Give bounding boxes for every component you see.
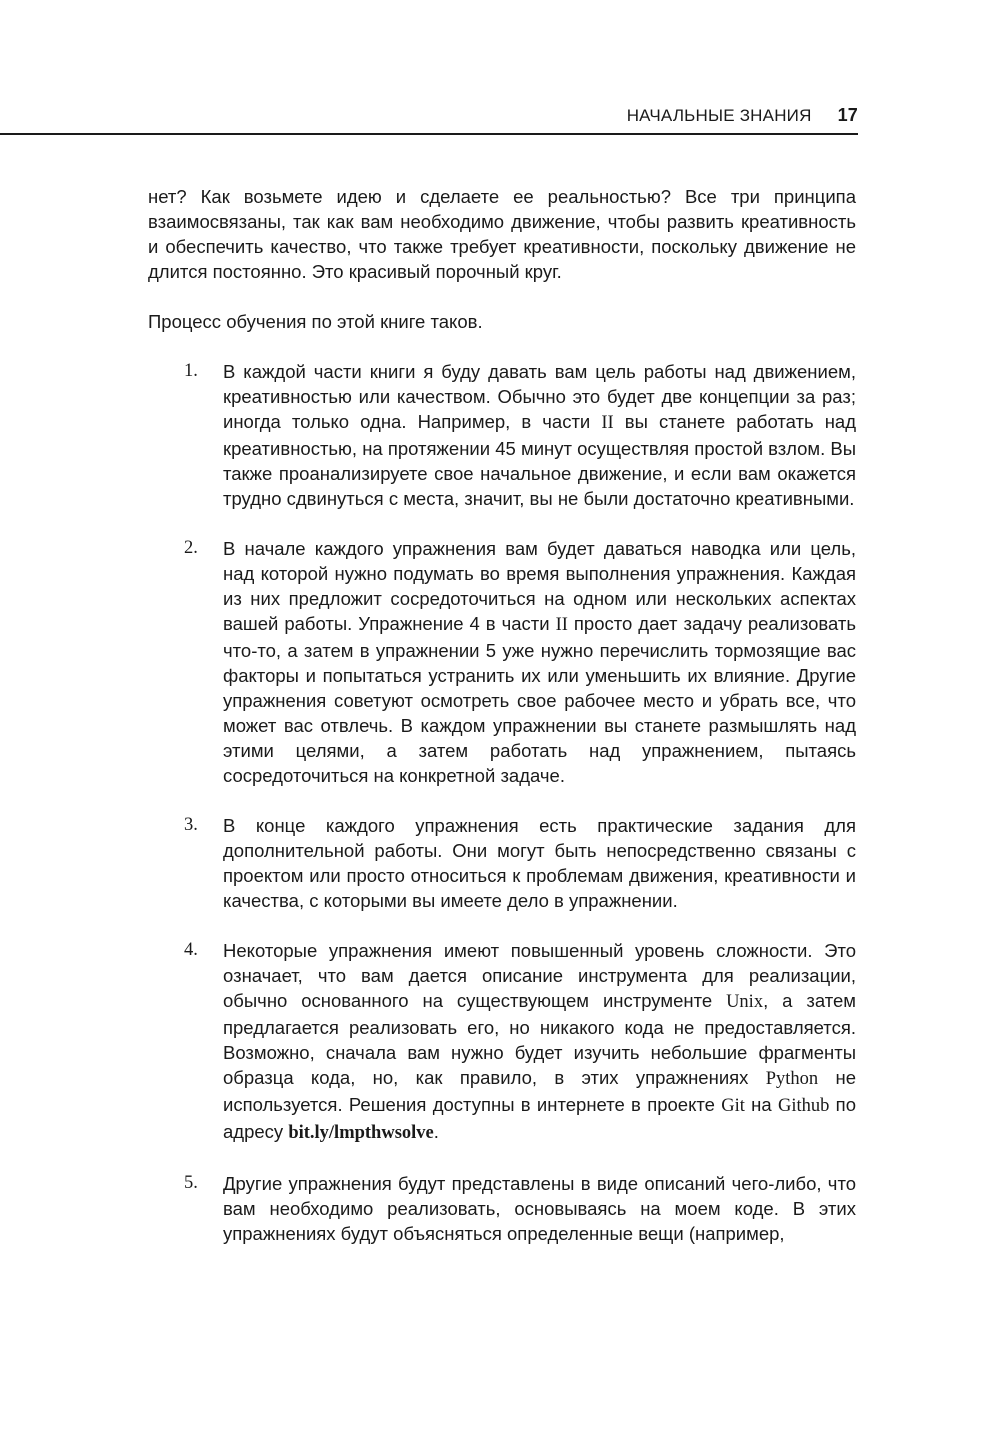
solutions-url[interactable]: bit.ly/lmpthwsolve (288, 1123, 434, 1143)
intro-paragraph: Процесс обучения по этой книге таков. (148, 311, 483, 332)
item-text: Git (721, 1096, 745, 1116)
item-text: , а затем предлагается реализовать его, но никакого кода не предоставляется. Возможно, сначала вам нужно будет изучить небольшие фрагменты образца кода, но, как правило, в этих упражнениях (223, 990, 856, 1088)
item-text: В каждой части книги я буду давать вам цель работы над движением, креативностью или качеством. Обычно это будет две концепции за раз; иногда только одна. Например, в части (223, 361, 856, 432)
item-text: вы станете работать над креативностью, на протяжении (223, 411, 856, 459)
item-text: уже нужно перечислить тормозящие вас факторы и попытаться устранить их или уменьшить их влияние. Другие упражнения советуют осмотреть свое рабочее место и убрать все, что может вас отвлечь. В каждом упражнении вы станете размышлять над этими целями, а затем работать над упражнением, пытаясь сосредоточиться на конкретной задаче. (223, 640, 856, 786)
list-item (148, 359, 856, 511)
item-text: 4 (469, 613, 480, 634)
item-text: Python (765, 1069, 819, 1089)
item-text: . (433, 1121, 439, 1142)
list-item-number: 5. (184, 1173, 198, 1193)
list-item (148, 938, 856, 1146)
item-text: минут осуществляя простой взлом. Вы также проанализируете свое начальное движение, и если вам окажется трудно сдвинуться с места, значит, вы не были достаточно креативными. (223, 438, 857, 509)
list-item-number: 1. (184, 361, 198, 381)
list-item (148, 1171, 856, 1246)
item-text: В начале каждого упражнения вам будет даваться наводка или цель, над которой нужно подумать во время выполнения упражнения. Каждая из них предложит сосредоточиться на одном или нескольких аспектах вашей работы. Упражнение (223, 538, 856, 634)
item-text: В конце каждого упражнения есть практические задания для дополнительной работы. Они могут быть непосредственно связаны с проектом или просто относиться к проблемам движения, креативности и качества, с которыми вы имеете дело в упражнении. (223, 815, 856, 911)
running-head (627, 105, 858, 126)
item-text: Другие упражнения будут представлены в виде описаний чего-либо, что вам необходимо реализовать, основываясь на моем коде. В этих упражнениях будут объясняться определенные вещи (например, (223, 1173, 856, 1244)
item-text: Unix (726, 992, 764, 1012)
intro-paragraph: нет? Как возьмете идею и сделаете ее реальностью? Все три принципа взаимосвязаны, так как вам необходимо движение, чтобы развить креативность и обеспечить качество, что также требует креативности, поскольку движение не длится постоянно. Это красивый порочный круг. (148, 186, 856, 282)
item-text: Github (777, 1096, 830, 1116)
page-number: 17 (837, 105, 858, 125)
list-item-number: 3. (184, 815, 198, 835)
item-text: на (744, 1094, 778, 1115)
item-text: II (601, 413, 614, 433)
chapter-title: НАЧАЛЬНЫЕ ЗНАНИЯ (626, 106, 812, 125)
item-text: 5 (485, 640, 497, 661)
item-text: 45 (495, 438, 516, 459)
item-text: Некоторые упражнения имеют повышенный уровень сложности. Это означает, что вам дается описание инструмента для реализации, обычно основанного на существующем инструменте (223, 940, 856, 1011)
item-text: в части (479, 613, 556, 634)
list-item (148, 536, 856, 788)
item-text: по адресу (223, 1094, 856, 1142)
exercise-list (148, 359, 856, 1246)
page-body (148, 184, 856, 1271)
item-text: просто дает задачу реализовать что-то, а затем в упражнении (223, 613, 856, 661)
list-item (148, 813, 856, 913)
item-text: II (555, 615, 568, 635)
item-text: не используется. Решения доступны в интернете в проекте (223, 1067, 856, 1115)
list-item-number: 4. (184, 940, 198, 960)
header-rule (0, 133, 858, 135)
list-item-number: 2. (184, 538, 198, 558)
